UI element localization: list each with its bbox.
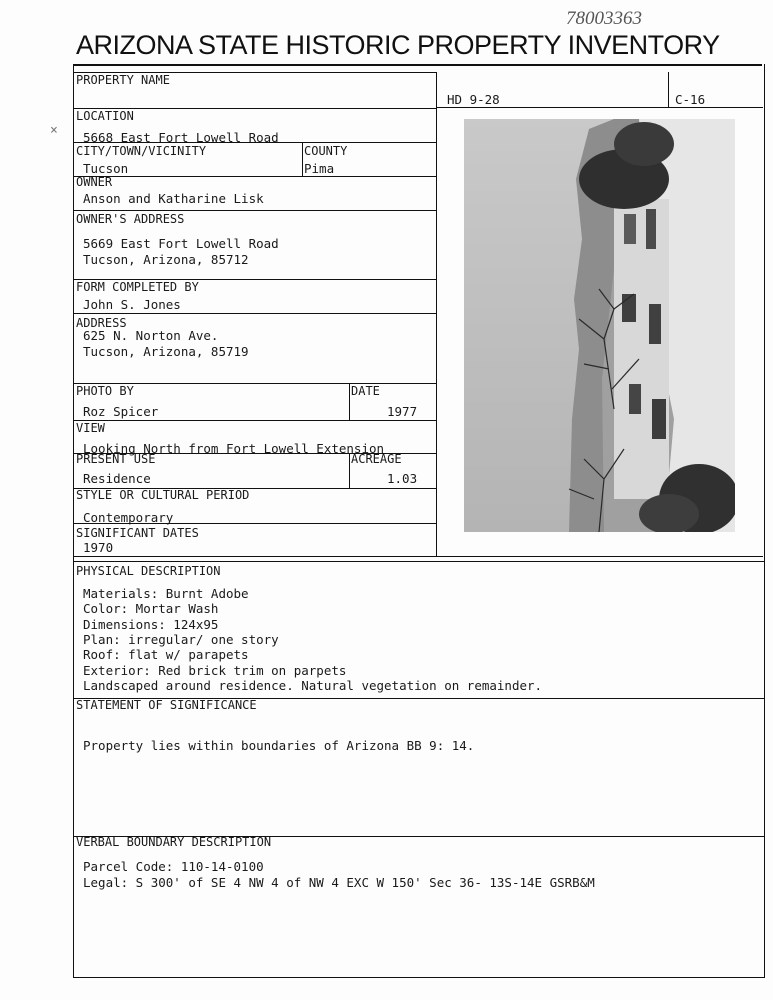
- hd-code: HD 9-28: [447, 92, 500, 107]
- address-label: ADDRESS: [76, 316, 127, 330]
- property-name-label: PROPERTY NAME: [76, 73, 170, 87]
- address-line2: Tucson, Arizona, 85719: [83, 344, 249, 359]
- date-value: 1977: [387, 404, 418, 419]
- significant-dates-value: 1970: [83, 540, 114, 555]
- owners-address-line1: 5669 East Fort Lowell Road: [83, 236, 279, 251]
- catalog-code: C-16: [675, 92, 706, 107]
- owner-label: OWNER: [76, 175, 113, 189]
- handwritten-stamp-number: 78003363: [566, 8, 642, 29]
- physical-description-line: Color: Mortar Wash: [83, 601, 219, 617]
- photo-area-bottom-line: [437, 556, 763, 557]
- significance-text: Property lies within boundaries of Arizona BB 9: 14.: [83, 738, 475, 753]
- stray-x-mark: ×: [50, 123, 58, 138]
- property-photograph: [464, 119, 735, 532]
- acreage-label: ACREAGE: [351, 452, 402, 466]
- title-underline: [74, 64, 762, 66]
- verbal-boundary-line: Legal: S 300' of SE 4 NW 4 of NW 4 EXC W 150' Sec 36- 13S-14E GSRB&M: [83, 874, 595, 890]
- form-completed-value: John S. Jones: [83, 297, 181, 312]
- county-value: Pima: [304, 161, 335, 176]
- photo-by-value: Roz Spicer: [83, 404, 159, 419]
- significance-box: [73, 698, 765, 837]
- significant-dates-label: SIGNIFICANT DATES: [76, 526, 199, 540]
- view-value: Looking North from Fort Lowell Extension: [83, 441, 385, 456]
- form-title: ARIZONA STATE HISTORIC PROPERTY INVENTORY: [76, 30, 720, 60]
- ref-row-divider: [668, 72, 669, 108]
- physical-description-line: Landscaped around residence. Natural vegetation on remainder.: [83, 677, 543, 693]
- physical-description-line: Roof: flat w/ parapets: [83, 647, 249, 663]
- style-value: Contemporary: [83, 510, 174, 525]
- city-label: CITY/TOWN/VICINITY: [76, 144, 207, 158]
- address-line1: 625 N. Norton Ave.: [83, 328, 219, 343]
- form-completed-label: FORM COMPLETED BY: [76, 280, 199, 294]
- present-use-value: Residence: [83, 471, 151, 486]
- photo-by-label: PHOTO BY: [76, 384, 134, 398]
- date-label: DATE: [351, 384, 380, 398]
- physical-description-label: PHYSICAL DESCRIPTION: [76, 564, 221, 578]
- ref-row-baseline: [437, 107, 763, 108]
- city-value: Tucson: [83, 161, 129, 176]
- county-label: COUNTY: [304, 144, 348, 158]
- physical-description-line: Dimensions: 124x95: [83, 616, 219, 632]
- owners-address-label: OWNER'S ADDRESS: [76, 212, 185, 226]
- owners-address-line2: Tucson, Arizona, 85712: [83, 252, 249, 267]
- city-county-divider: [302, 142, 303, 177]
- location-label: LOCATION: [76, 109, 134, 123]
- verbal-boundary-label: VERBAL BOUNDARY DESCRIPTION: [76, 835, 272, 849]
- form-right-border: [764, 64, 765, 978]
- owner-value: Anson and Katharine Lisk: [83, 191, 264, 206]
- significance-label: STATEMENT OF SIGNIFICANCE: [76, 698, 257, 712]
- photo-date-divider: [349, 383, 350, 421]
- physical-description-line: Plan: irregular/ one story: [83, 631, 279, 647]
- acreage-value: 1.03: [387, 471, 418, 486]
- view-label: VIEW: [76, 421, 105, 435]
- physical-description-line: Exterior: Red brick trim on parpets: [83, 662, 347, 678]
- verbal-boundary-line: Parcel Code: 110-14-0100: [83, 859, 264, 874]
- style-label: STYLE OR CULTURAL PERIOD: [76, 488, 250, 502]
- physical-description-line: Materials: Burnt Adobe: [83, 586, 249, 601]
- location-value: 5668 East Fort Lowell Road: [83, 130, 279, 145]
- form-bottom-border: [73, 977, 765, 978]
- present-use-label: PRESENT USE: [76, 452, 156, 466]
- use-acreage-divider: [349, 453, 350, 489]
